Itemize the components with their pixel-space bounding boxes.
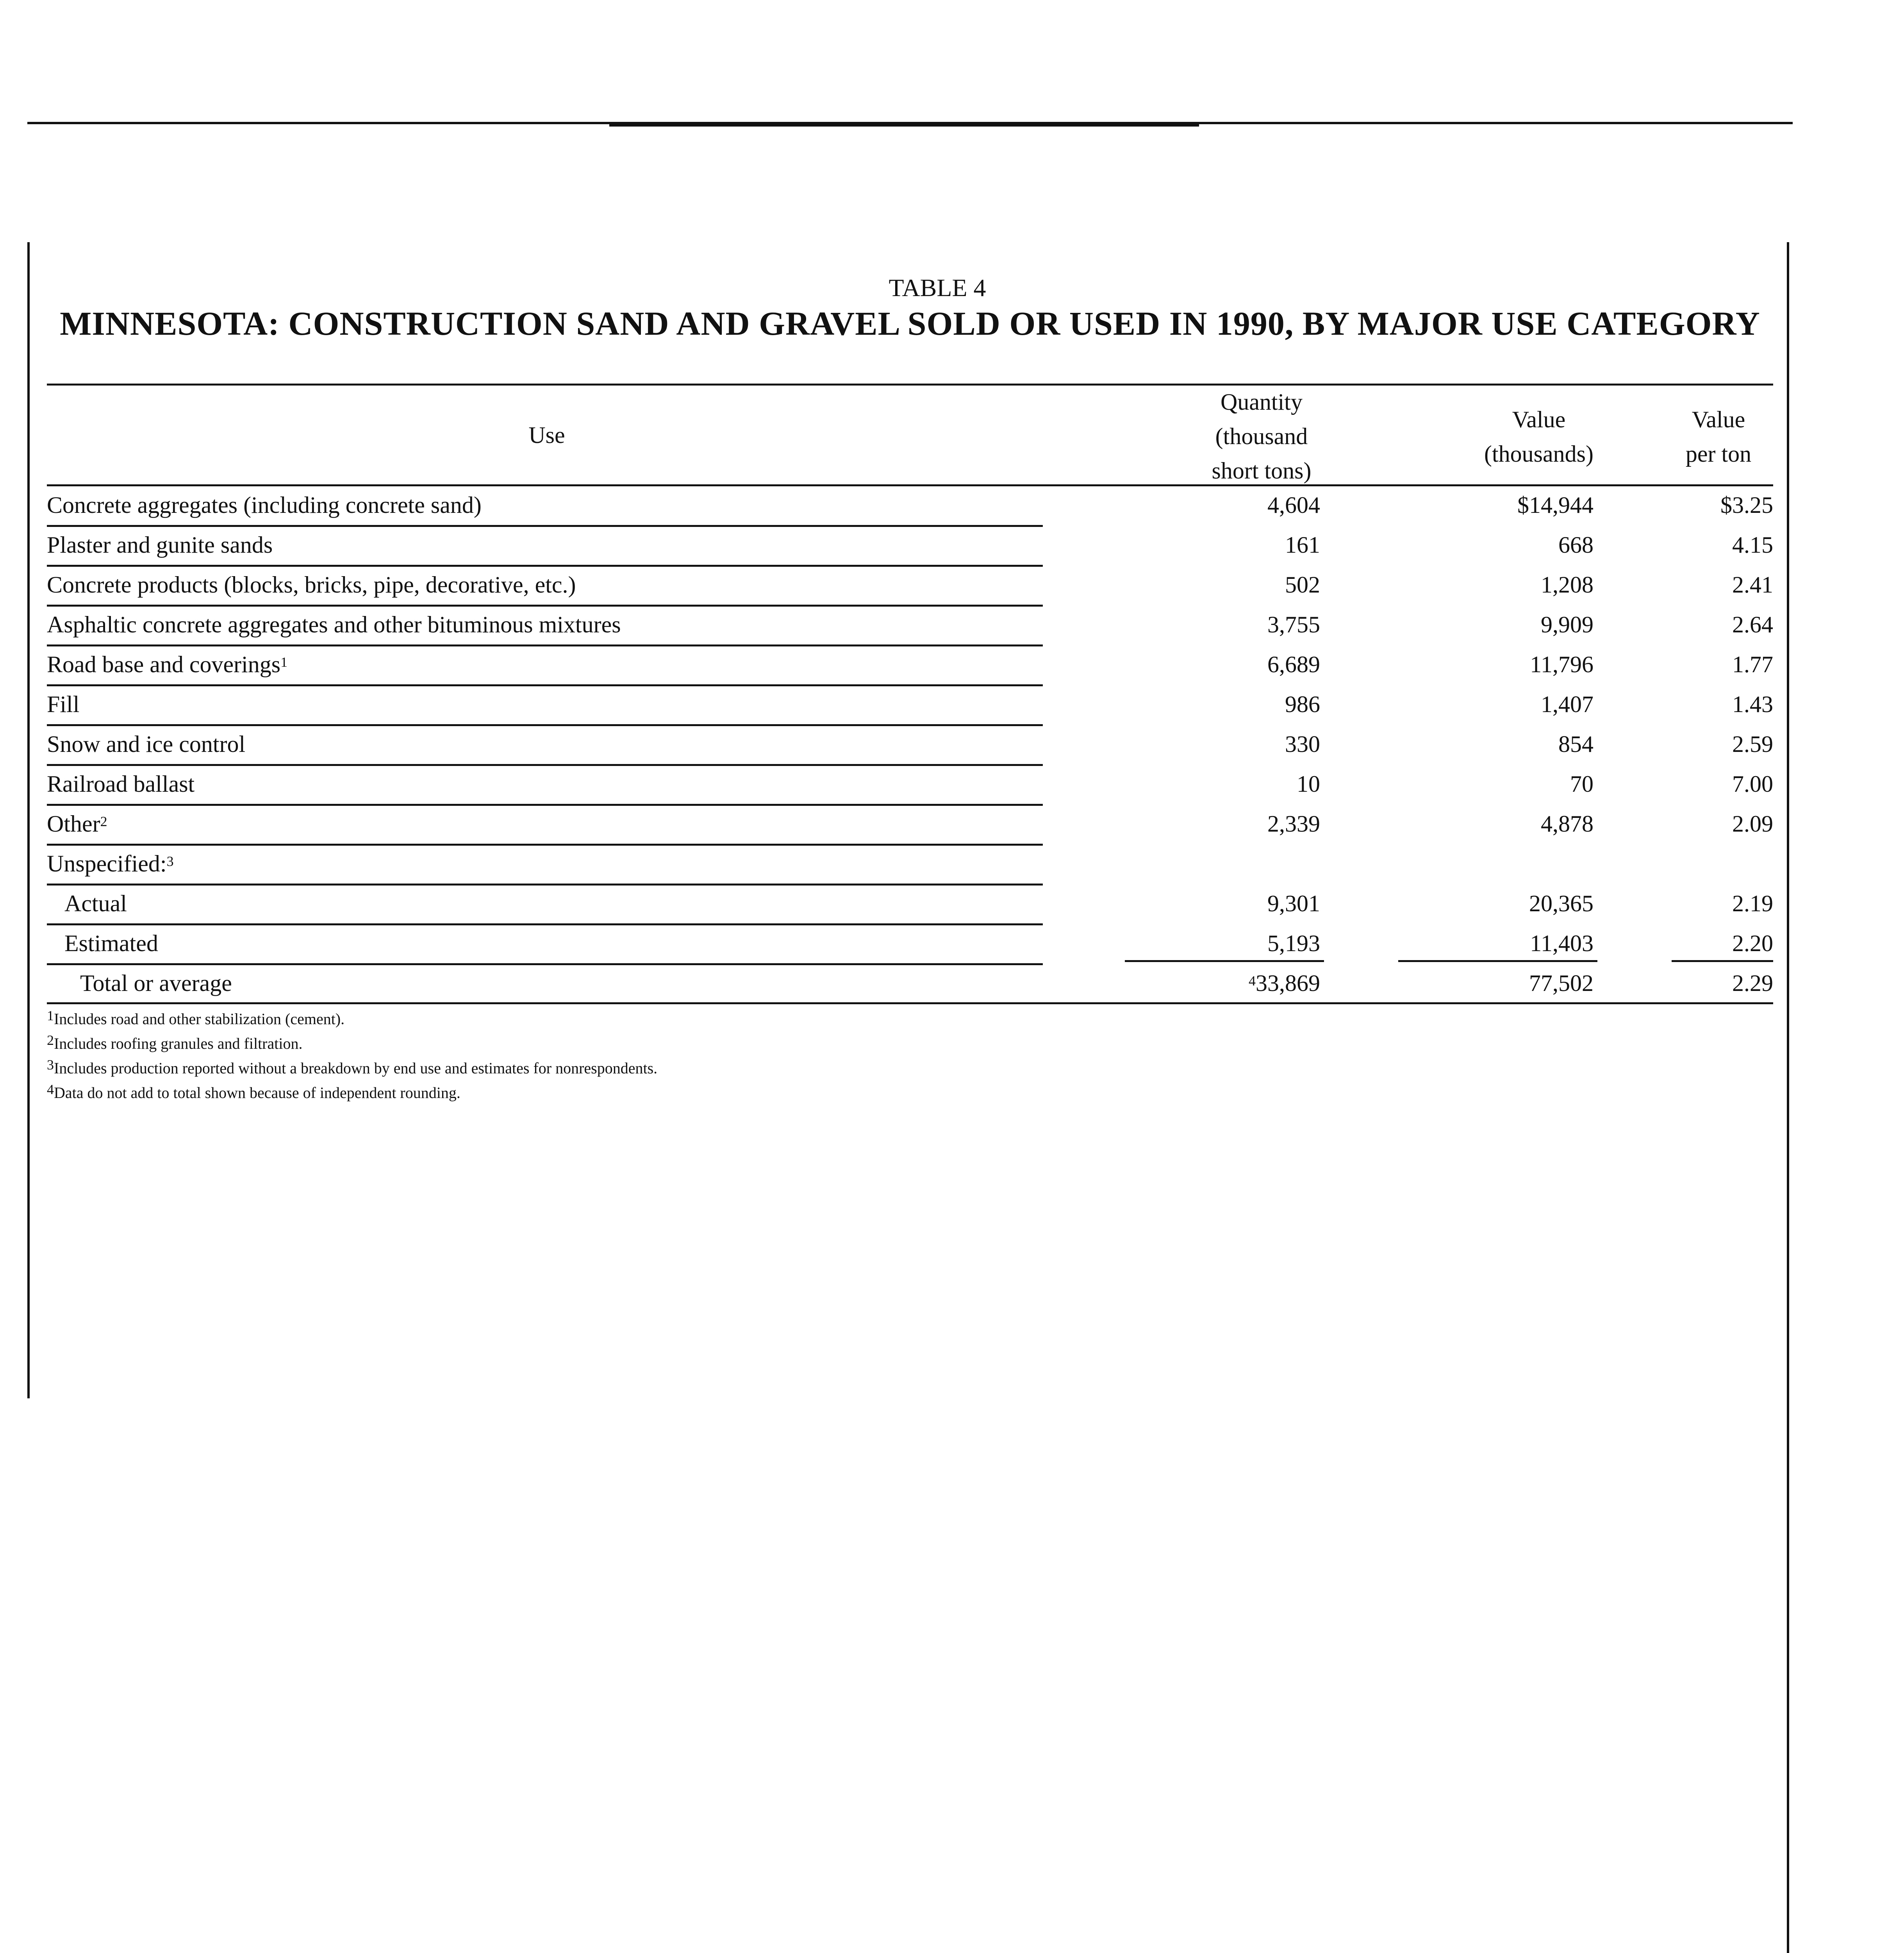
table-row-use: Actual bbox=[64, 891, 127, 916]
row-rule bbox=[47, 684, 1043, 686]
table-row-per-ton: 2.41 bbox=[1732, 572, 1773, 598]
row-rule bbox=[47, 724, 1043, 726]
table-row-quantity: 4,604 bbox=[1267, 492, 1320, 518]
table-row-per-ton: $3.25 bbox=[1720, 492, 1773, 518]
row-rule bbox=[47, 963, 1043, 965]
table-row-per-ton: 2.19 bbox=[1732, 891, 1773, 916]
table-row-per-ton: 2.09 bbox=[1732, 811, 1773, 837]
row-rule bbox=[47, 844, 1043, 846]
header-quantity-line-2: (thousand bbox=[1215, 423, 1308, 449]
table-row-value: $14,944 bbox=[1517, 492, 1594, 518]
table-row-value: 854 bbox=[1558, 731, 1594, 757]
header-value bbox=[1422, 402, 1656, 471]
table-row-use: Other$^2$ bbox=[47, 811, 107, 837]
table-label: TABLE 4 bbox=[889, 274, 986, 302]
table-row-quantity: 9,301 bbox=[1267, 891, 1320, 916]
table-row-value: 20,365 bbox=[1529, 891, 1594, 916]
total-rule-quantity bbox=[1125, 960, 1324, 962]
total-row-per-ton: 2.29 bbox=[1732, 970, 1773, 996]
footnote-ref: 4 bbox=[1249, 973, 1256, 989]
table-row-use: Asphaltic concrete aggregates and other bituminous mixtures bbox=[47, 612, 621, 637]
footnote: $^4$Data do not add to total shown because of independent rounding. bbox=[47, 1082, 460, 1101]
table-row-value: 1,407 bbox=[1541, 691, 1594, 717]
total-row-label: Total or average bbox=[80, 970, 232, 996]
table-row-use: Concrete products (blocks, bricks, pipe, decorative, etc.) bbox=[47, 572, 576, 598]
header-use: Use bbox=[528, 422, 565, 448]
table-row-use: Concrete aggregates (including concrete sand) bbox=[47, 492, 482, 518]
table-row-value: 11,796 bbox=[1530, 652, 1594, 677]
row-rule bbox=[47, 565, 1043, 567]
footnote: $^3$Includes production reported without a breakdown by end use and estimates for nonrespondents. bbox=[47, 1057, 658, 1077]
table-row-quantity: 10 bbox=[1297, 771, 1320, 797]
table-row-value: 11,403 bbox=[1530, 930, 1594, 956]
total-row-quantity: $^4$33,869 bbox=[1249, 970, 1320, 996]
table-row-use: Plaster and gunite sands bbox=[47, 532, 273, 558]
row-rule bbox=[47, 605, 1043, 607]
header-quantity bbox=[1152, 385, 1371, 488]
table-row-value: 70 bbox=[1570, 771, 1594, 797]
table-row-quantity: 502 bbox=[1285, 572, 1320, 598]
row-rule bbox=[47, 923, 1043, 925]
table-row-quantity: 986 bbox=[1285, 691, 1320, 717]
table-row-per-ton: 2.59 bbox=[1732, 731, 1773, 757]
header-per-ton-line-1: Value bbox=[1692, 407, 1745, 432]
header-quantity-line-1: Quantity bbox=[1221, 389, 1303, 415]
table-row-value: 9,909 bbox=[1541, 612, 1594, 637]
row-rule bbox=[47, 644, 1043, 646]
table-row-per-ton: 1.77 bbox=[1732, 652, 1773, 677]
table-row-quantity: 161 bbox=[1285, 532, 1320, 558]
table-row-use: Road base and coverings$^1$ bbox=[47, 652, 288, 677]
table-bottom-rule bbox=[47, 1002, 1773, 1004]
header-per-ton bbox=[1656, 402, 1781, 471]
total-rule-per-ton bbox=[1672, 960, 1773, 962]
header-value-line-2: (thousands) bbox=[1484, 441, 1594, 467]
table-title: MINNESOTA: CONSTRUCTION SAND AND GRAVEL SOLD OR USED IN 1990, BY MAJOR USE CATEGORY bbox=[60, 305, 1760, 342]
row-rule bbox=[47, 525, 1043, 527]
table-row-value: 4,878 bbox=[1541, 811, 1594, 837]
footnote: $^2$Includes roofing granules and filtration. bbox=[47, 1032, 303, 1052]
table-row-per-ton: 7.00 bbox=[1732, 771, 1773, 797]
row-rule bbox=[47, 764, 1043, 766]
table-row-use: Railroad ballast bbox=[47, 771, 195, 797]
table-row-quantity: 6,689 bbox=[1267, 652, 1320, 677]
header-top-rule bbox=[47, 384, 1773, 386]
total-rule-value bbox=[1398, 960, 1597, 962]
footnote-ref: 3 bbox=[166, 853, 174, 869]
footnote: $^1$Includes road and other stabilization (cement). bbox=[47, 1008, 345, 1028]
table-row-quantity: 330 bbox=[1285, 731, 1320, 757]
table-row-quantity: 3,755 bbox=[1267, 612, 1320, 637]
table-row-per-ton: 2.64 bbox=[1732, 612, 1773, 637]
row-rule bbox=[47, 884, 1043, 885]
table-row-per-ton: 1.43 bbox=[1732, 691, 1773, 717]
row-rule bbox=[47, 804, 1043, 806]
top-rule-thick-segment bbox=[609, 122, 1199, 127]
header-per-ton-line-2: per ton bbox=[1685, 441, 1752, 467]
table-row-use: Unspecified:$^3$ bbox=[47, 851, 174, 877]
table-row-value: 1,208 bbox=[1541, 572, 1594, 598]
header-quantity-line-3: short tons) bbox=[1212, 458, 1312, 484]
left-margin-line bbox=[27, 242, 30, 1398]
right-margin-line bbox=[1787, 242, 1789, 1953]
footnote-ref: 1 bbox=[280, 654, 288, 670]
table-row-per-ton: 4.15 bbox=[1732, 532, 1773, 558]
table-row-use: Fill bbox=[47, 691, 80, 717]
footnote-ref: 2 bbox=[100, 814, 107, 829]
table-row-value: 668 bbox=[1558, 532, 1594, 558]
table-row-use: Estimated bbox=[64, 930, 158, 956]
total-row-value: 77,502 bbox=[1529, 970, 1594, 996]
table-row-per-ton: 2.20 bbox=[1732, 930, 1773, 956]
table-row-quantity: 2,339 bbox=[1267, 811, 1320, 837]
header-value-line-1: Value bbox=[1512, 407, 1566, 432]
table-row-use: Snow and ice control bbox=[47, 731, 246, 757]
header-bottom-rule bbox=[47, 484, 1773, 486]
table-row-quantity: 5,193 bbox=[1267, 930, 1320, 956]
